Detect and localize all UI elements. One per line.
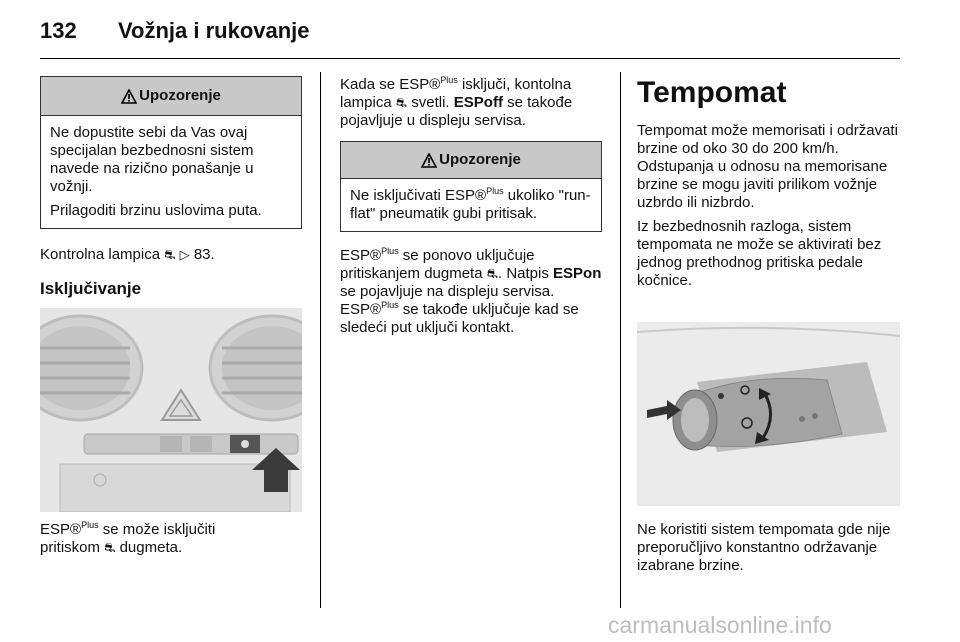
warning-text-1a: Ne dopustite sebi da Vas ovaj specijalan bezbednosni sistem navede na rizično ponašanje u vožnji. <box>50 124 254 195</box>
warning-body-2 <box>341 179 601 231</box>
p1-esp: Kada se ESP® <box>340 76 441 93</box>
column-2 <box>340 76 602 337</box>
caption-esp: ESP® <box>40 521 82 538</box>
warning-box-1 <box>40 76 302 229</box>
p2-text-c: . Natpis <box>497 265 549 282</box>
p2-plus: Plus <box>381 246 399 256</box>
p1-text-b: isključi, kontolna lampica <box>340 76 572 111</box>
caption-plus: Plus <box>81 520 99 530</box>
caption-line1: se može isključiti <box>98 521 216 538</box>
esp-car-icon: ⛐ <box>486 266 498 281</box>
warn2-plus: Plus <box>486 186 504 196</box>
cruise-control-photo <box>637 322 900 506</box>
warning-triangle-icon <box>121 89 137 104</box>
column-divider-1 <box>320 72 321 608</box>
warning-body-1 <box>41 116 301 228</box>
dashboard-illustration <box>40 308 302 512</box>
p2-text-d: se pojavljuje na displeju servisa. ESP® <box>340 283 555 318</box>
p1-espoff: ESPoff <box>453 94 503 111</box>
esp-car-icon: ⛐ <box>395 95 408 110</box>
column-divider-2 <box>620 72 621 608</box>
control-lamp-label: Kontrolna lampica <box>40 246 161 263</box>
reference-arrow-icon: ▷ <box>179 247 190 262</box>
caption-pritiskom: pritiskom <box>40 539 101 556</box>
caption-dugmeta: dugmeta. <box>119 539 183 556</box>
warning-title-2: Upozorenje <box>439 151 521 168</box>
warning-text-1b: Prilagoditi brzinu uslovima puta. <box>50 202 262 219</box>
stalk-illustration <box>637 322 900 506</box>
header-rule <box>40 58 900 59</box>
esp-car-icon: ⛐ <box>164 247 176 262</box>
tempomat-paragraph-2: Iz bezbednosnih razloga, sistem tempomata ne može se aktivirati bez jednog prethodnog pritiska pedale kočnice. <box>637 218 882 289</box>
warning-title-1: Upozorenje <box>139 87 221 104</box>
warn2-text-a: Ne isključivati ESP® <box>350 187 487 204</box>
esp-on-paragraph <box>340 247 602 337</box>
control-lamp-text <box>40 246 302 264</box>
p2-text-e: se takođe uključuje kad se sledeći put uključi kontakt. <box>340 301 579 336</box>
warning-text-2 <box>350 187 592 223</box>
warning-header-2 <box>341 142 601 179</box>
photo-caption <box>40 521 302 557</box>
esp-off-paragraph <box>340 76 602 130</box>
p2-text-b: se ponovo uključuje pritiskanjem dugmeta <box>340 247 535 282</box>
page-title: Vožnja i rukovanje <box>118 18 310 43</box>
column-3-bottom <box>637 521 902 575</box>
p2-plus-2: Plus <box>381 300 399 310</box>
p2-esp: ESP® <box>340 247 382 264</box>
esp-car-icon: ⛐ <box>104 540 116 555</box>
warn2-text-b: ukoliko "run-flat" pneumatik gubi pritisak. <box>350 187 591 222</box>
column-3 <box>637 76 902 290</box>
tempomat-paragraph-1: Tempomat može memorisati i održavati brzine od oko 30 do 200 km/h. Odstupanja u odnosu na memorisane brzine se mogu javiti prilikom vožnje uzbrdo ili nizbrdo. <box>637 122 898 211</box>
warning-header-1 <box>41 77 301 116</box>
p2-espon: ESPon <box>553 265 602 282</box>
section-heading-iskljucivanje: Isključivanje <box>40 279 142 298</box>
caption-text <box>40 521 302 557</box>
column-1 <box>40 76 302 298</box>
p1-plus: Plus <box>440 75 458 85</box>
tempomat-paragraph-3: Ne koristiti sistem tempomata gde nije preporučljivo konstantno održavanje izabrane brzine. <box>637 521 891 574</box>
page-number: 132 <box>40 18 77 43</box>
section-heading-tempomat: Tempomat <box>637 76 787 109</box>
control-lamp-page: 83. <box>193 246 215 263</box>
warning-box-2 <box>340 141 602 232</box>
p1-text-c: svetli. <box>407 94 450 111</box>
watermark: carmanualsonline.info <box>608 612 832 638</box>
esp-button-photo <box>40 308 302 512</box>
p1-text-d: se takođe pojavljuje u displeju servisa. <box>340 94 573 129</box>
warning-triangle-icon <box>421 153 437 168</box>
